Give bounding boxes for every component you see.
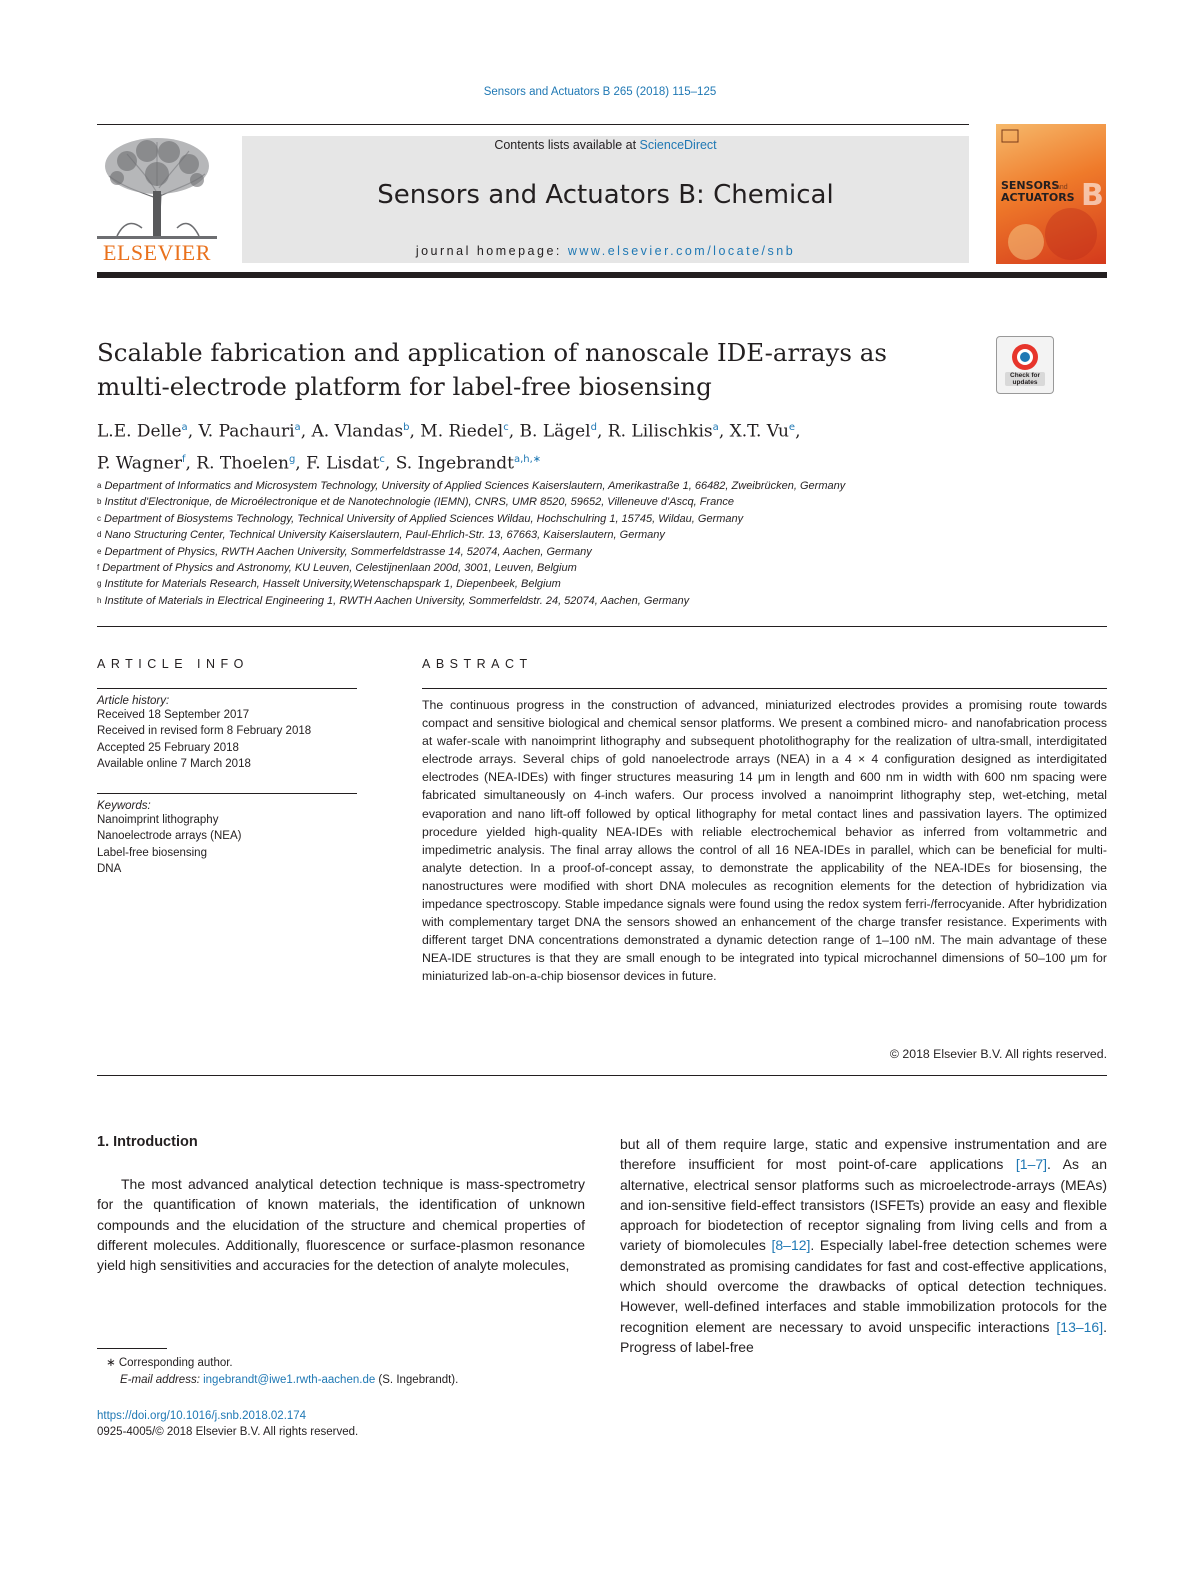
cover-title-line1: SENSORS [1001,179,1060,192]
email-link[interactable]: ingebrandt@iwe1.rwth-aachen.de [203,1374,376,1386]
keywords-block [97,800,357,878]
affiliation-mark: f [97,563,100,573]
abstract-copyright: © 2018 Elsevier B.V. All rights reserved. [889,1047,1107,1061]
homepage-link[interactable]: www.elsevier.com/locate/snb [567,244,796,258]
cover-and-word: and [1056,184,1068,191]
author-name: M. Riedel [420,421,504,442]
article-info-rule [97,688,357,689]
affiliation-text: Institut d'Electronique, de Microélectronique et de Nanotechnologie (IEMN), CNRS, UMR 8520, 59652, Villeneuve d'Ascq, France [104,496,734,509]
author-name: L.E. Delle [97,421,182,442]
affiliation-mark: g [97,579,102,589]
email-label: E-mail address: [120,1374,204,1386]
header-top-rule [97,124,969,125]
author-list [97,414,1057,477]
affiliation-text: Department of Informatics and Microsystem Technology, University of Applied Sciences Kaiserslautern, Amerikastraße 1, 66482, Zweibrücken, Germany [104,480,846,492]
affiliation-text: Nano Structuring Center, Technical University Kaiserslautern, Paul-Ehrlich-Str. 13, 67663, Kaiserslautern, Germany [104,529,665,542]
introduction-heading: 1. Introduction [97,1134,198,1150]
journal-citation[interactable]: Sensors and Actuators B 265 (2018) 115–125 [483,86,717,98]
author-affiliation-mark[interactable]: f [181,453,186,465]
affiliation-item [97,576,1107,592]
keywords-rule [97,793,357,794]
reference-link[interactable]: [8–12] [771,1237,811,1254]
author-affiliation-mark[interactable]: b [403,422,410,433]
sciencedirect-link[interactable]: ScienceDirect [639,138,717,152]
author-affiliation-mark[interactable]: d [590,422,597,433]
affiliation-mark: a [97,481,102,490]
affiliation-item [97,527,1107,543]
affiliation-item [97,478,1107,494]
affiliations-bottom-rule [97,626,1107,627]
abstract-body: The continuous progress in the construction of advanced, miniaturized electrodes provides a promising route towards compact and sensitive biological and chemical sensor platforms. We present a combined micro- and nanofabrication process at wafer-scale with nanoimprint lithography and subsequent photolithography for the realization of ultra-small, interdigitated electrode arrays. Several chips of gold nanoelectrode arrays (NEA) in a 4 × 4 configuration designed as interdigitated electrodes (NEA-IDEs) with finger structures measuring 14 μm in length and 600 nm in width with 600 nm spacing were fabricated simultaneously on 4-inch wafers. Our process involved a nanoimprint lithography step, wet-etching, metal evaporation and nano lift-off followed by optical lithography for metal contact lines and passivation layers. The optimized procedure yielded high-quality NEA-IDEs with reliable electrochemical behavior as inferred from voltammetric and impedimetric analysis. The final array allows the control of all 16 NEA-IDEs in parallel, which can be beneficial for multi-analyte detection. In a proof-of-concept assay, to demonstrate the applicability of the NEA-IDEs for biosensing, the nanostructures were modified with short DNA molecules as recognition elements for the detection of hybridization via impedance spectroscopy. Stable impedance signals were found using the redox system ferri-/ferrocyanide. After hybridization with complementary target DNA the sensors showed an enhancement of the charge transfer resistance. Experiments with different target DNA concentrations demonstrated a dynamic detection range of 1–100 nM. The main advantage of these NEA-IDE structures is that they are small enough to be integrated into typical microchannel dimensions of 50–100 μm for miniaturized lab-on-a-chip biosensor devices in future. [422,698,1107,984]
intro-right-paragraph [620,1134,1107,1357]
author-line-1: L.E. Delle$^a$, V. Pachauri$^a$, A. Vlandas$^b$, M. Riedel$^c$, B. Lägel$^d$, R. Lilischkis$^a$, X.T. Vu$^e$, [97,421,801,442]
history-online: Available online 7 March 2018 [97,758,251,771]
article-info-heading: ARTICLE INFO [97,657,249,671]
affiliation-text: Department of Physics and Astronomy, KU Leuven, Celestijnenlaan 200d, 3001, Leuven, Belgium [102,562,577,575]
affiliation-mark: b [97,497,102,507]
abstract-bottom-rule [97,1075,1107,1076]
intro-text-part: . Progress of label-free [620,1318,1107,1355]
author-name: F. Lisdat [306,453,380,474]
keywords-label: Keywords: [97,800,151,812]
affiliation-item [97,560,1107,576]
author-affiliation-mark[interactable]: c [503,422,509,433]
author-name: R. Thoelen [196,453,289,474]
affiliation-text: Department of Biosystems Technology, Technical University of Applied Sciences Wildau, Hochschulring 1, 15745, Wildau, Germany [104,512,744,525]
intro-text-part: but all of them require large, static and expensive instrumentation and are therefore insufficient for most point-of-care applications [620,1136,1107,1173]
homepage-prefix: journal homepage: [415,244,568,258]
author-affiliation-mark[interactable]: a [294,422,301,433]
article-history-label: Article history: [97,695,170,707]
keyword-item: Nanoelectrode arrays (NEA) [97,830,242,843]
author-affiliation-mark[interactable]: a,h,∗ [513,453,542,465]
affiliation-mark: d [97,530,102,540]
author-name: B. Lägel [519,421,591,442]
corresponding-author-note: ∗ Corresponding author. [106,1357,233,1369]
author-affiliation-mark[interactable]: a [181,422,188,433]
affiliation-text: Institute of Materials in Electrical Engineering 1, RWTH Aachen University, Sommerfeldstr. 24, 52074, Aachen, Germany [104,594,690,607]
intro-text-part: . As an alternative, electrical sensor platforms such as microelectrode-arrays (MEAs) and ion-sensitive field-effect transistors (ISFETs) provide an easy and flexible approach for biodetection of receptor signaling from living cells and from a variety of biomolecules [620,1156,1107,1254]
author-affiliation-mark[interactable]: g [288,453,296,465]
author-name: P. Wagner [97,453,182,474]
abstract-rule [422,688,1107,689]
history-revised: Received in revised form 8 February 2018 [97,725,312,738]
header-bottom-rule [97,272,1107,278]
cover-title-line2: ACTUATORS [1001,191,1075,204]
journal-homepage-line [242,244,969,258]
article-title [97,336,957,404]
cover-letter: B [1081,178,1104,213]
reference-link[interactable]: [1–7] [1015,1156,1048,1173]
keyword-item: Label-free biosensing [97,846,207,859]
email-suffix: (S. Ingebrandt). [375,1374,459,1386]
abstract-heading: ABSTRACT [422,657,533,671]
author-affiliation-mark[interactable]: a [712,422,719,433]
check-for-updates-badge[interactable] [996,336,1054,394]
article-history-block [97,695,357,773]
affiliation-list [97,478,1107,609]
intro-left-paragraph: The most advanced analytical detection technique is mass-spectrometry for the quantification of known materials, the identification of unknown compounds and the elucidation of the structure and chemical properties of different molecules. Additionally, fluorescence or surface-plasmon resonance yield high sensitivities and accuracies for the detection of analyte molecules, [97,1176,585,1274]
history-accepted: Accepted 25 February 2018 [97,741,239,754]
affiliation-text: Department of Physics, RWTH Aachen University, Sommerfeldstrasse 14, 52074, Aachen, Germany [104,545,592,558]
email-note [120,1372,590,1388]
keyword-item: Nanoimprint lithography [97,814,219,826]
author-affiliation-mark[interactable]: e [788,422,796,433]
author-affiliation-mark[interactable]: c [379,453,385,465]
affiliation-item [97,494,1107,510]
article-title-line2: multi-electrode platform for label-free biosensing [97,372,712,401]
author-name: X.T. Vu [729,421,789,442]
intro-text-part: . Especially label-free detection schemes were demonstrated as promising candidates for fast and cost-effective applications, which should overcome the drawbacks of optical detection techniques. However, well-defined interfaces and stable immobilization protocols for the recognition element are necessary to avoid unspecific interactions [620,1237,1107,1335]
check-for-updates-label: Check for updates [1010,372,1040,386]
affiliation-item [97,593,1107,609]
reference-link[interactable]: [13–16] [1056,1318,1104,1335]
footnote-rule [97,1348,167,1349]
affiliation-text: Institute for Materials Research, Hasselt University,Wetenschapspark 1, Diepenbeek, Belgium [104,578,561,591]
doi-text[interactable]: https://doi.org/10.1016/j.snb.2018.02.174 [97,1410,307,1422]
affiliation-item [97,544,1107,560]
issn-line: 0925-4005/© 2018 Elsevier B.V. All rights reserved. [97,1426,359,1438]
elsevier-wordmark: ELSEVIER [103,240,211,265]
journal-name: Sensors and Actuators B: Chemical [377,180,834,210]
affiliation-item [97,511,1107,527]
keyword-item: DNA [97,863,122,876]
author-name: R. Lilischkis [607,421,713,442]
author-name: S. Ingebrandt [395,453,514,474]
author-name: A. Vlandas [311,421,404,442]
affiliation-mark: c [97,513,101,523]
affiliation-mark: h [97,595,102,605]
doi-link[interactable] [97,1408,567,1424]
author-name: V. Pachauri [198,421,295,442]
author-line-2: P. Wagner$^f$, R. Thoelen$^g$, F. Lisdat$^c$, S. Ingebrandt$^{a,h,∗}$ [97,453,542,474]
history-received: Received 18 September 2017 [97,709,250,721]
contents-available-line [242,138,969,152]
affiliation-mark: e [97,546,102,556]
contents-prefix: Contents lists available at [494,138,640,152]
article-title-line1: Scalable fabrication and application of nanoscale IDE-arrays as [97,338,887,367]
